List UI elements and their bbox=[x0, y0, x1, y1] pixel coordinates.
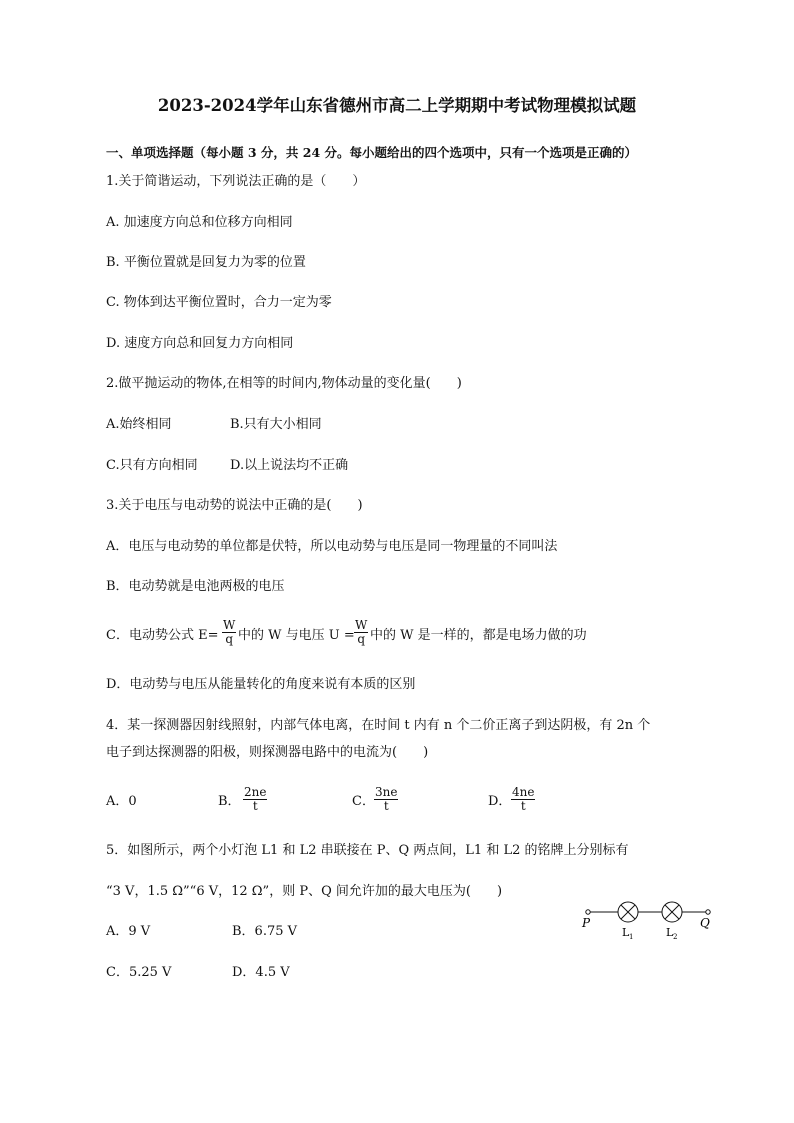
q2-option-a: A.始终相同 bbox=[106, 417, 172, 432]
q5-stem-line2: “3 V，1.5 Ω”“6 V，12 Ω”，则 P、Q 间允许加的最大电压为( ) bbox=[106, 884, 503, 899]
q3-option-a: A．电压与电动势的单位都是伏特，所以电动势与电压是同一物理量的不同叫法 bbox=[106, 539, 558, 554]
q3-fraction-u bbox=[354, 619, 368, 646]
q1-stem: 1.关于简谐运动，下列说法正确的是（ ） bbox=[106, 174, 366, 189]
q4-option-b-fraction bbox=[243, 786, 267, 813]
q5-stem-line1: 5．如图所示，两个小灯泡 L1 和 L2 串联接在 P、Q 两点间，L1 和 L2 的铭牌上分别标有 bbox=[106, 843, 629, 858]
q1-option-c: C. 物体到达平衡位置时，合力一定为零 bbox=[106, 295, 332, 310]
label-l1: L bbox=[622, 926, 630, 939]
q3-stem: 3.关于电压与电动势的说法中正确的是( ) bbox=[106, 498, 363, 513]
q5-option-a: A．9 V bbox=[106, 924, 151, 939]
q3-option-b: B．电动势就是电池两极的电压 bbox=[106, 579, 285, 594]
fraction-numerator: 2ne bbox=[244, 785, 267, 799]
q4-option-c-fraction bbox=[374, 786, 398, 813]
section-heading: 一、单项选择题（每小题 3 分，共 24 分。每小题给出的四个选项中，只有一个选项是正确的） bbox=[106, 145, 638, 160]
q4-option-a: A．0 bbox=[106, 794, 137, 809]
label-l2: L bbox=[666, 926, 674, 939]
q3-fraction-e bbox=[222, 619, 236, 646]
q3-option-c-part3: 中的 W 是一样的，都是电场力做的功 bbox=[370, 628, 587, 643]
q4-option-d-label: D． bbox=[488, 794, 512, 809]
circuit-diagram bbox=[578, 896, 718, 946]
fraction-denominator: t bbox=[520, 799, 526, 813]
q5-option-b: B．6.75 V bbox=[232, 924, 298, 939]
lamp-l1-icon bbox=[618, 902, 638, 922]
fraction-denominator: q bbox=[357, 632, 366, 646]
q4-option-c-label: C． bbox=[352, 794, 375, 809]
q2-stem: 2.做平抛运动的物体,在相等的时间内,物体动量的变化量( ) bbox=[106, 376, 462, 391]
lamp-l2-icon bbox=[662, 902, 682, 922]
q3-option-c-part2: 中的 W 与电压 U = bbox=[238, 628, 355, 643]
q5-option-c: C．5.25 V bbox=[106, 965, 172, 980]
fraction-numerator: W bbox=[355, 618, 368, 632]
page-title: 2023-2024学年山东省德州市高二上学期期中考试物理模拟试题 bbox=[157, 96, 637, 115]
q1-option-b: B. 平衡位置就是回复力为零的位置 bbox=[106, 255, 306, 270]
q4-stem-line2: 电子到达探测器的阳极，则探测器电路中的电流为( ) bbox=[106, 745, 429, 760]
q4-option-d-fraction bbox=[511, 786, 535, 813]
fraction-denominator: t bbox=[252, 799, 258, 813]
q3-option-d: D．电动势与电压从能量转化的角度来说有本质的区别 bbox=[106, 677, 416, 692]
q4-stem-line1: 4．某一探测器因射线照射，内部气体电离，在时间 t 内有 n 个二价正离子到达阴极，有 2n 个 bbox=[106, 718, 651, 733]
terminal-q bbox=[706, 910, 710, 914]
fraction-numerator: 3ne bbox=[375, 785, 398, 799]
q2-option-b: B.只有大小相同 bbox=[230, 417, 322, 432]
fraction-denominator: q bbox=[225, 632, 234, 646]
q5-option-d: D．4.5 V bbox=[232, 965, 290, 980]
terminal-p bbox=[586, 910, 590, 914]
label-p: P bbox=[582, 916, 591, 930]
q4-option-b-label: B． bbox=[218, 794, 241, 809]
fraction-numerator: W bbox=[223, 618, 236, 632]
fraction-numerator: 4ne bbox=[512, 785, 535, 799]
q2-option-d: D.以上说法均不正确 bbox=[230, 458, 349, 473]
label-q: Q bbox=[700, 916, 710, 930]
q3-option-c-part1: C．电动势公式 E= bbox=[106, 628, 219, 643]
label-l1-subscript: 1 bbox=[629, 933, 634, 941]
fraction-denominator: t bbox=[383, 799, 389, 813]
label-l2-subscript: 2 bbox=[673, 933, 678, 941]
q1-option-a: A. 加速度方向总和位移方向相同 bbox=[106, 215, 293, 230]
q2-option-c: C.只有方向相同 bbox=[106, 458, 198, 473]
q1-option-d: D. 速度方向总和回复力方向相同 bbox=[106, 336, 294, 351]
